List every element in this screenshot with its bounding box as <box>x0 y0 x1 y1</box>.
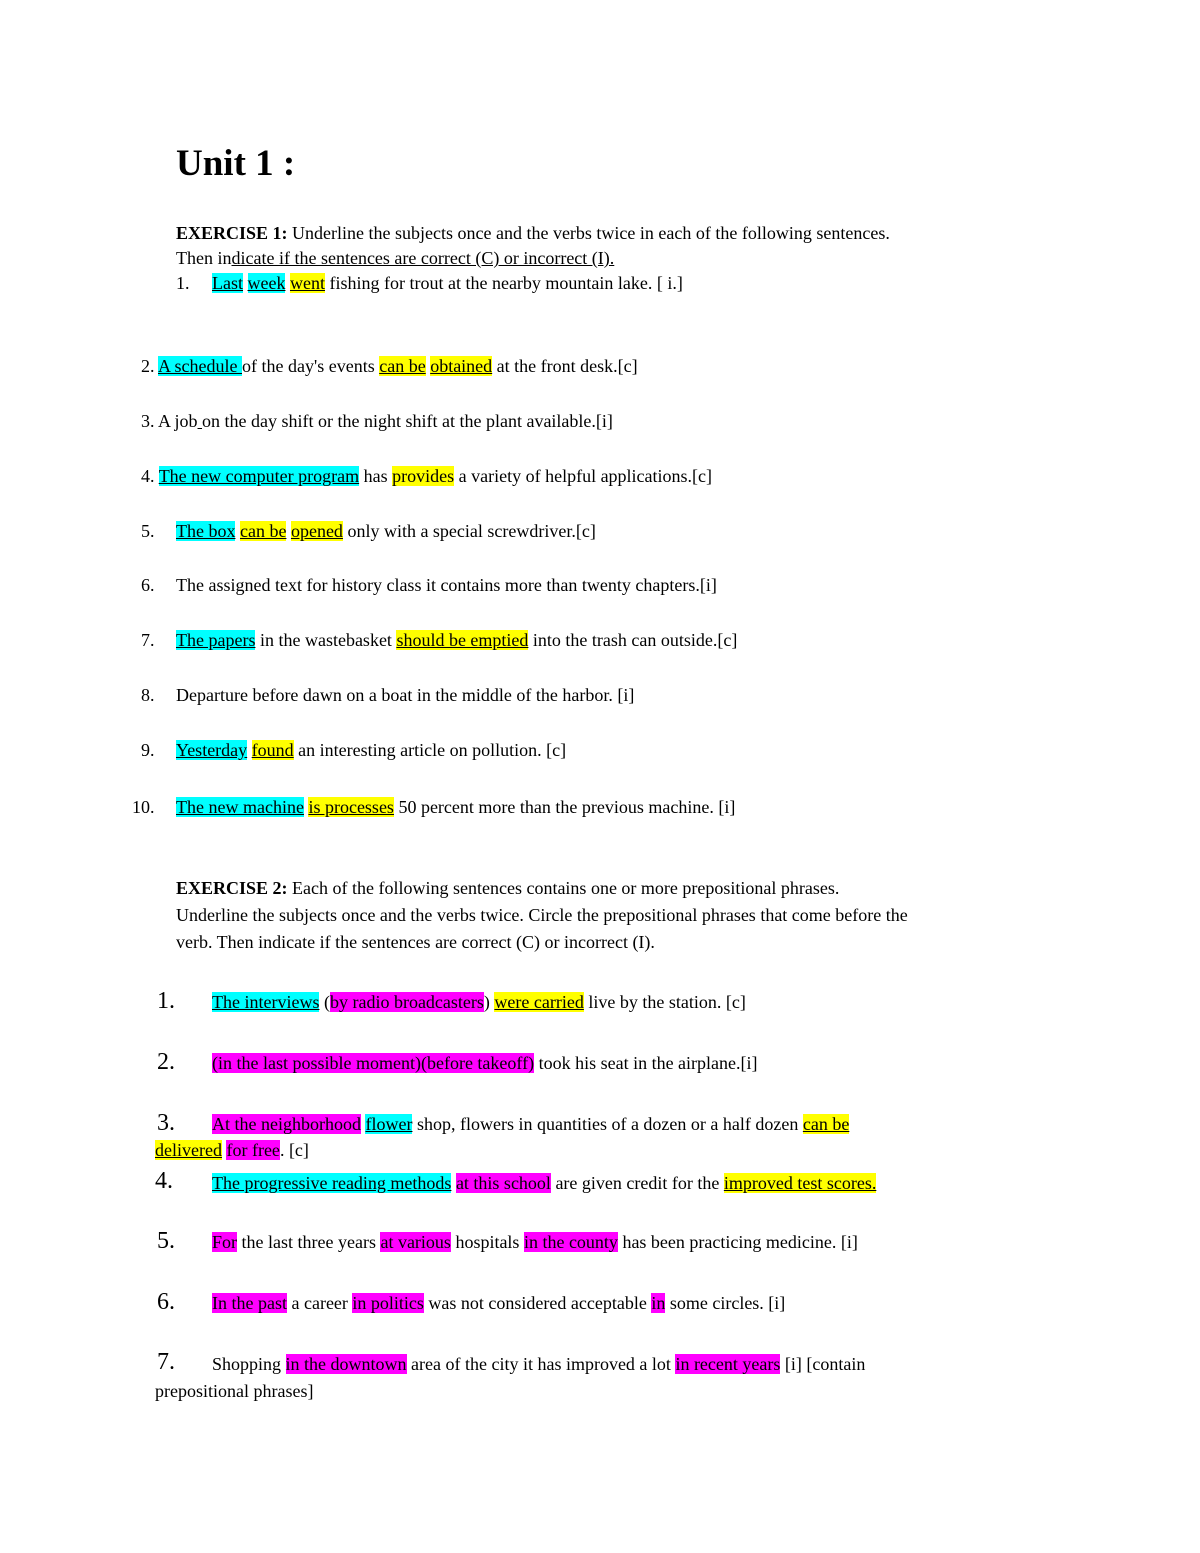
ex2-item-2 <box>212 1051 758 1075</box>
verb-highlight: can be <box>239 521 287 541</box>
ex1-item-number: 6. <box>141 575 155 595</box>
exercise-2-instruction-line-2: Underline the subjects once and the verbs twice. Circle the prepositional phrases that come before the <box>176 905 908 925</box>
subject-highlight: flower <box>365 1114 413 1134</box>
ex1-item-10 <box>176 795 735 819</box>
verb-highlight: opened <box>290 521 343 541</box>
ex1-item-5 <box>176 519 596 543</box>
prepositional-phrase-highlight: At the neighborhood <box>212 1114 361 1134</box>
ex2-item-1 <box>212 990 746 1014</box>
sentence-text: fishing for trout at the nearby mountain lake. [ i.] <box>324 273 683 293</box>
ex2-item-number: 2. <box>157 1049 175 1075</box>
sentence-text: has been practicing medicine. [i] <box>617 1232 858 1252</box>
verb-highlight: can be <box>802 1114 850 1134</box>
sentence-text: only with a special screwdriver.[c] <box>342 521 596 541</box>
subject-highlight: Last <box>212 273 243 293</box>
verb-highlight: went <box>289 273 325 293</box>
sentence-text: Departure before dawn on a boat in the middle of the harbor. [i] <box>176 685 635 705</box>
exercise-2-label: EXERCISE 2: <box>176 878 288 898</box>
verb-highlight: delivered <box>155 1140 222 1160</box>
subject-highlight: The new machine <box>176 797 304 817</box>
verb-highlight: should be emptied <box>396 630 529 650</box>
sentence-text: has <box>359 466 393 486</box>
ex2-item-number: 5. <box>157 1228 175 1254</box>
ex2-item-number: 3. <box>157 1110 175 1136</box>
ex1-item-8 <box>176 683 634 707</box>
ex2-item-6 <box>212 1291 785 1315</box>
sentence-text: in the wastebasket <box>255 630 397 650</box>
verb-highlight: improved test scores. <box>723 1173 877 1193</box>
exercise-2-instruction: EXERCISE 2: Each of the following sentences contains one or more prepositional phrases. <box>176 878 840 898</box>
sentence-text: on the day shift or the night shift at the plant available.[i] <box>202 411 613 431</box>
ex2-item-5 <box>212 1230 858 1254</box>
prepositional-phrase-highlight: in the county <box>523 1232 618 1252</box>
ex1-item-4: 4. The new computer program has provides a variety of helpful applications.[c] <box>141 466 713 486</box>
sentence-text: ( <box>319 992 330 1012</box>
ex2-item-3 <box>212 1112 849 1136</box>
sentence-text: of the day's events <box>242 356 380 376</box>
subject-highlight: The interviews <box>212 992 320 1012</box>
exercise-2-instruction-line-3: verb. Then indicate if the sentences are correct (C) or incorrect (I). <box>176 932 655 952</box>
ex2-item-3-continued <box>155 1138 309 1162</box>
verb-highlight: is processes <box>308 797 394 817</box>
ex1-item-7 <box>176 628 737 652</box>
subject-highlight: The progressive reading methods <box>212 1173 452 1193</box>
sentence-text: some circles. [i] <box>665 1293 786 1313</box>
sentence-text <box>247 740 252 760</box>
ex2-item-number: 1. <box>157 988 175 1014</box>
verb-highlight: can be <box>379 356 426 376</box>
sentence-text: shop, flowers in quantities of a dozen or a half dozen <box>412 1114 803 1134</box>
ex2-item-number: 7. <box>157 1349 175 1375</box>
prepositional-phrase-highlight: in politics <box>352 1293 424 1313</box>
subject-highlight: The box <box>176 521 236 541</box>
prepositional-phrase-highlight: by radio broadcasters <box>329 992 484 1012</box>
sentence-text: 50 percent more than the previous machine. [i] <box>393 797 736 817</box>
sentence-text: at the front desk.[c] <box>492 356 638 376</box>
sentence-text: the last three years <box>237 1232 381 1252</box>
sentence-text: The assigned text for history class it contains more than twenty chapters.[i] <box>176 575 717 595</box>
sentence-text: . [c] <box>279 1140 309 1160</box>
sentence-text: an interesting article on pollution. [c] <box>293 740 567 760</box>
prepositional-phrase-highlight: in <box>651 1293 666 1313</box>
prepositional-phrase-highlight: (in the last possible moment)(before takeoff) <box>212 1053 535 1073</box>
ex2-item-7-continued <box>155 1379 313 1403</box>
ex1-item-3: 3. A job on the day shift or the night shift at the plant available.[i] <box>141 411 613 431</box>
sentence-text: Shopping <box>212 1354 286 1374</box>
exercise-1-instruction <box>176 221 890 245</box>
ex1-item-number: 10. <box>132 797 155 817</box>
ex1-item-number: 8. <box>141 685 155 705</box>
ex1-item-1 <box>212 271 683 295</box>
ex1-item-number: 1. <box>176 273 190 293</box>
sentence-text: was not considered acceptable <box>423 1293 652 1313</box>
sentence-text: hospitals <box>450 1232 524 1252</box>
ex1-item-9 <box>176 738 566 762</box>
prepositional-phrase-highlight: In the past <box>212 1293 287 1313</box>
sentence-text <box>243 273 248 293</box>
ex2-item-7 <box>212 1352 865 1376</box>
page-title: Unit 1 : <box>176 143 296 184</box>
ex2-item-number: 6. <box>157 1289 175 1315</box>
sentence-text: A job <box>154 411 198 431</box>
ex2-item-4 <box>212 1171 876 1195</box>
ex1-item-6 <box>176 573 717 597</box>
sentence-text: live by the station. [c] <box>583 992 746 1012</box>
sentence-text: into the trash can outside.[c] <box>528 630 738 650</box>
prepositional-phrase-highlight: in the downtown <box>285 1354 407 1374</box>
sentence-text: a career <box>286 1293 353 1313</box>
ex1-item-number: 9. <box>141 740 155 760</box>
prepositional-phrase-highlight: for free <box>226 1140 280 1160</box>
ex2-item-number: 4. <box>155 1168 173 1194</box>
sentence-text: ) <box>483 992 495 1012</box>
subject-highlight: The new computer program <box>158 466 360 486</box>
verb-highlight: provides <box>392 466 455 486</box>
verb-highlight: were carried <box>494 992 584 1012</box>
prepositional-phrase-highlight: at various <box>380 1232 451 1252</box>
sentence-text: are given credit for the <box>550 1173 724 1193</box>
subject-highlight: week <box>247 273 286 293</box>
prepositional-phrase-highlight: in recent years <box>675 1354 781 1374</box>
sentence-text: [i] [contain <box>780 1354 866 1374</box>
sentence-text: took his seat in the airplane.[i] <box>534 1053 758 1073</box>
subject-highlight: The papers <box>176 630 256 650</box>
verb-highlight: obtained <box>430 356 493 376</box>
subject-highlight: Yesterday <box>176 740 248 760</box>
prepositional-phrase-highlight: For <box>212 1232 238 1252</box>
verb-highlight: found <box>251 740 294 760</box>
sentence-text: prepositional phrases] <box>155 1381 314 1401</box>
exercise-1-instruction-text: Underline the subjects once and the verbs twice in each of the following sentences. <box>287 223 890 243</box>
ex1-item-number: 7. <box>141 630 155 650</box>
subject-highlight: A schedule <box>158 356 242 376</box>
sentence-text: area of the city it has improved a lot <box>406 1354 676 1374</box>
ex1-item-number: 5. <box>141 521 155 541</box>
ex1-item-2: 2. A schedule of the day's events can be obtained at the front desk.[c] <box>141 356 638 376</box>
prepositional-phrase-highlight: at this school <box>455 1173 551 1193</box>
sentence-text: a variety of helpful applications.[c] <box>454 466 713 486</box>
exercise-1-label: EXERCISE 1: <box>176 223 288 243</box>
exercise-1-instruction-line-2: Then indicate if the sentences are correct (C) or incorrect (I). <box>176 248 615 268</box>
